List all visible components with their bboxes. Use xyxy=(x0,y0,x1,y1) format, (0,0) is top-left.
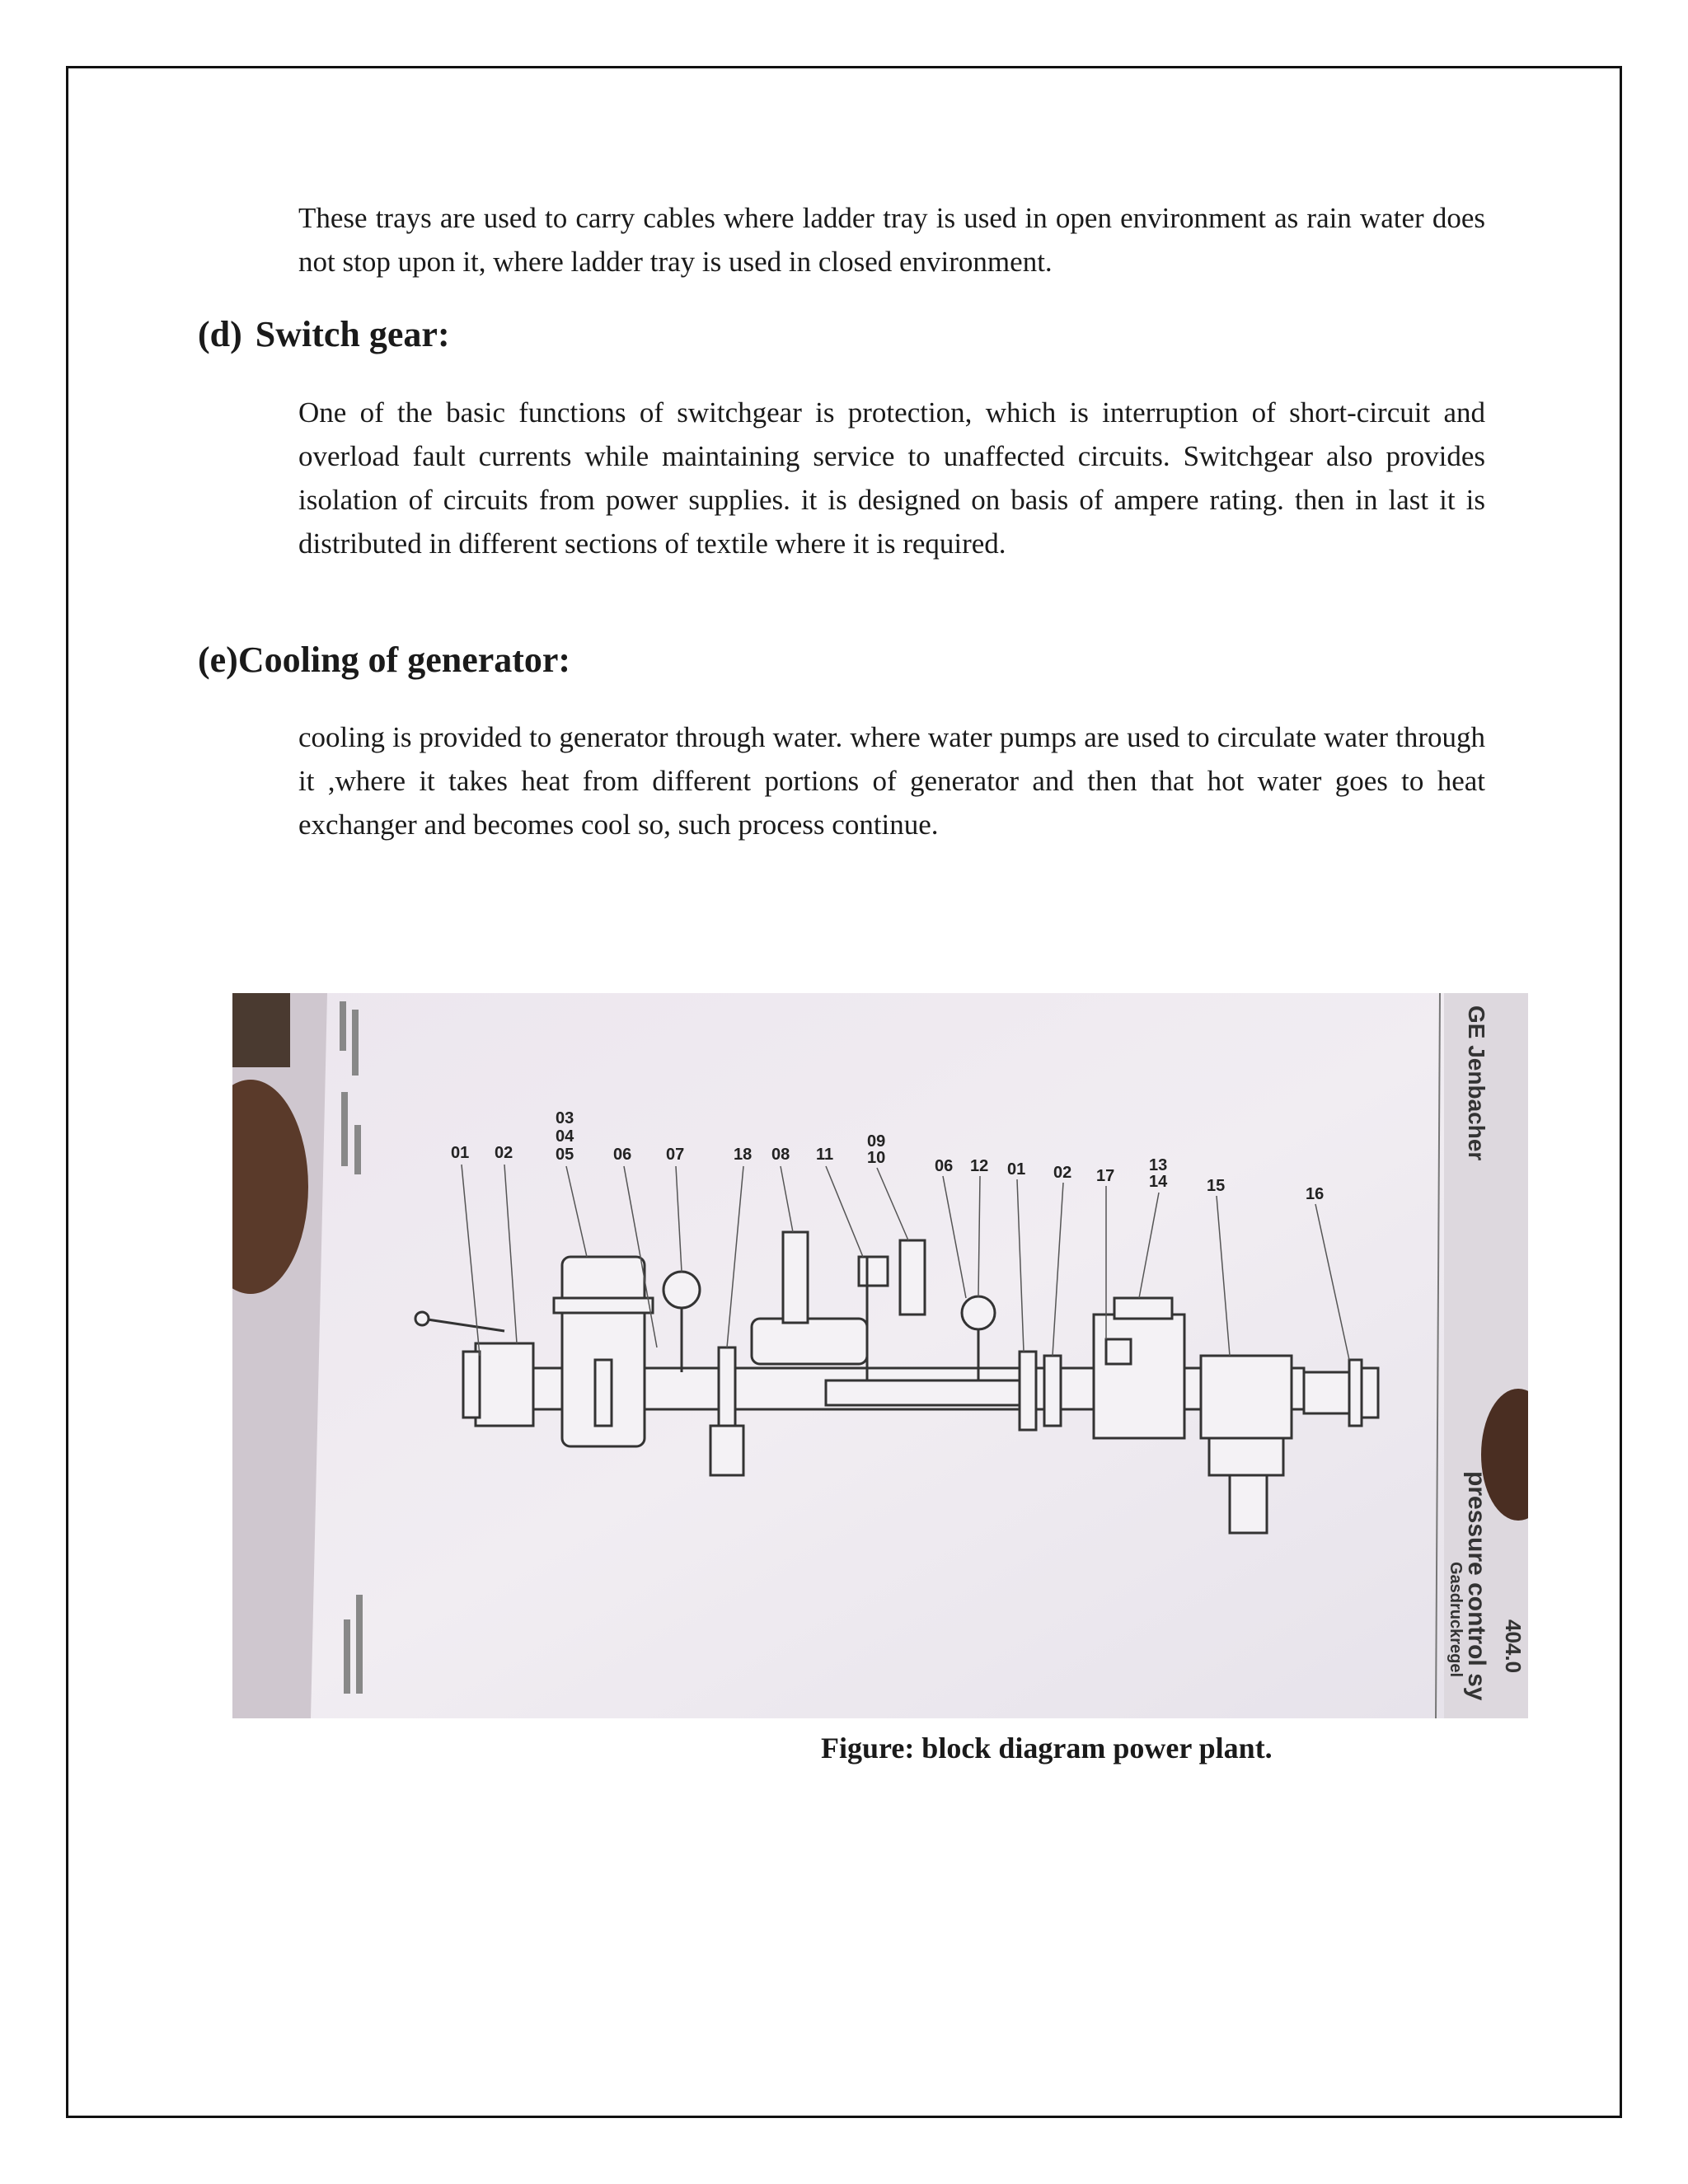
section-e-title: Cooling of generator: xyxy=(237,640,571,680)
part-label: 08 xyxy=(771,1146,790,1164)
part-label: 16 xyxy=(1306,1185,1325,1203)
intro-paragraph: These trays are used to carry cables where ladder tray is used in open environment as rain water does not stop upon it, where ladder tray is used in closed environment. xyxy=(298,202,1485,278)
part-label: 04 xyxy=(556,1127,574,1146)
side-subtext: Gasdruckregel xyxy=(1447,1562,1465,1678)
part-label: 14 xyxy=(1149,1173,1168,1191)
part-label: 13 xyxy=(1149,1156,1168,1174)
part-label: 07 xyxy=(666,1146,685,1164)
figure-caption: Figure: block diagram power plant. xyxy=(821,1732,1273,1765)
part-label: 05 xyxy=(556,1146,574,1164)
part-label: 03 xyxy=(556,1109,574,1127)
part-label: 12 xyxy=(970,1157,989,1175)
section-d-heading xyxy=(198,313,450,355)
part-label: 01 xyxy=(1007,1160,1026,1179)
section-e-body: cooling is provided to generator through water. where water pumps are used to circulate water through it ,where it takes heat from different portions of generator and then that hot water goes to heat exchanger and becomes cool so, such process continue. xyxy=(298,721,1485,841)
section-d-body: One of the basic functions of switchgear is protection, which is interruption of short-circuit and overload fault currents while maintaining service to unaffected circuits. Switchgear also provides isolation of circuits from power supplies. it is designed on basis of ampere rating. then in last it is distributed in different sections of textile where it is required. xyxy=(298,396,1485,560)
section-d-label: (d) xyxy=(198,314,242,354)
part-label: 06 xyxy=(935,1157,954,1175)
part-label: 02 xyxy=(495,1144,513,1162)
part-label: 06 xyxy=(613,1146,632,1164)
part-label: 10 xyxy=(867,1149,886,1167)
part-label: 15 xyxy=(1207,1177,1226,1195)
section-d-title: Switch gear: xyxy=(255,314,450,354)
part-label: 02 xyxy=(1053,1164,1072,1182)
side-text: pressure control sy xyxy=(1463,1471,1490,1701)
figure-photo xyxy=(232,993,1528,1718)
brand-text: GE Jenbacher xyxy=(1464,1005,1489,1161)
section-e-heading xyxy=(198,639,570,681)
part-label: 17 xyxy=(1096,1167,1115,1185)
part-label: 09 xyxy=(867,1132,886,1151)
part-label: 18 xyxy=(734,1146,753,1164)
section-e-label: (e) xyxy=(198,640,238,680)
part-label: 11 xyxy=(816,1146,834,1164)
corner-number: 404.0 xyxy=(1501,1619,1526,1674)
part-label: 01 xyxy=(451,1144,470,1162)
